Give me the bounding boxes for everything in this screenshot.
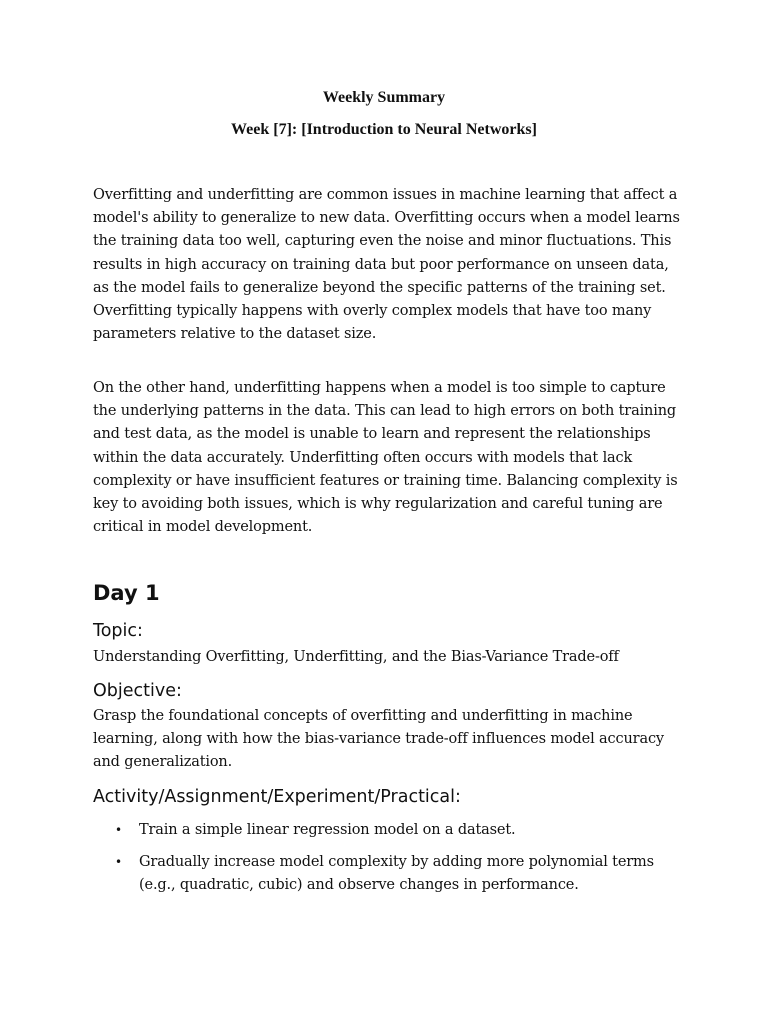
week-title: Week [7]: [Introduction to Neural Networks] — [231, 121, 537, 138]
list-item-text: Gradually increase model complexity by adding more polynomial terms (e.g., quadratic, cubic) and observe changes in performance. — [139, 854, 654, 894]
activity-label: Activity/Assignment/Experiment/Practical: — [93, 787, 461, 807]
bullet-icon: • — [115, 855, 122, 870]
intro-paragraph-overfitting: Overfitting and underfitting are common issues in machine learning that affect a model's ability to generalize to new data. Overfitting occurs when a model learns the training data too well, capturing even the noise and minor fluctuations. This results in high accuracy on training data but poor performance on unseen data, as the model fails to generalize beyond the specific patterns of the training set. Overfitting typically happens with overly complex models that have too many parameters relative to the dataset size. — [93, 187, 680, 343]
activity-list — [93, 819, 683, 907]
document-title: Weekly Summary — [322, 89, 446, 106]
topic-text: Understanding Overfitting, Underfitting, and the Bias-Variance Trade-off — [93, 649, 619, 665]
topic-label: Topic: — [93, 621, 143, 641]
day-1-heading: Day 1 — [93, 581, 160, 605]
intro-paragraph-underfitting: On the other hand, underfitting happens when a model is too simple to capture the underlying patterns in the data. This can lead to high errors on both training and test data, as the model is unable to learn and represent the relationships within the data accurately. Underfitting often occurs with models that lack complexity or have insufficient features or training time. Balancing complexity is key to avoiding both issues, which is why regularization and careful tuning are critical in model development. — [93, 380, 678, 536]
bullet-icon: • — [115, 823, 122, 837]
list-item — [93, 819, 683, 842]
list-item-text: Train a simple linear regression model on a dataset. — [139, 822, 516, 838]
list-item — [93, 851, 683, 897]
objective-label: Objective: — [93, 681, 182, 701]
objective-text: Grasp the foundational concepts of overfitting and underfitting in machine learning, along with how the bias-variance trade-off influences model accuracy and generalization. — [93, 708, 664, 771]
